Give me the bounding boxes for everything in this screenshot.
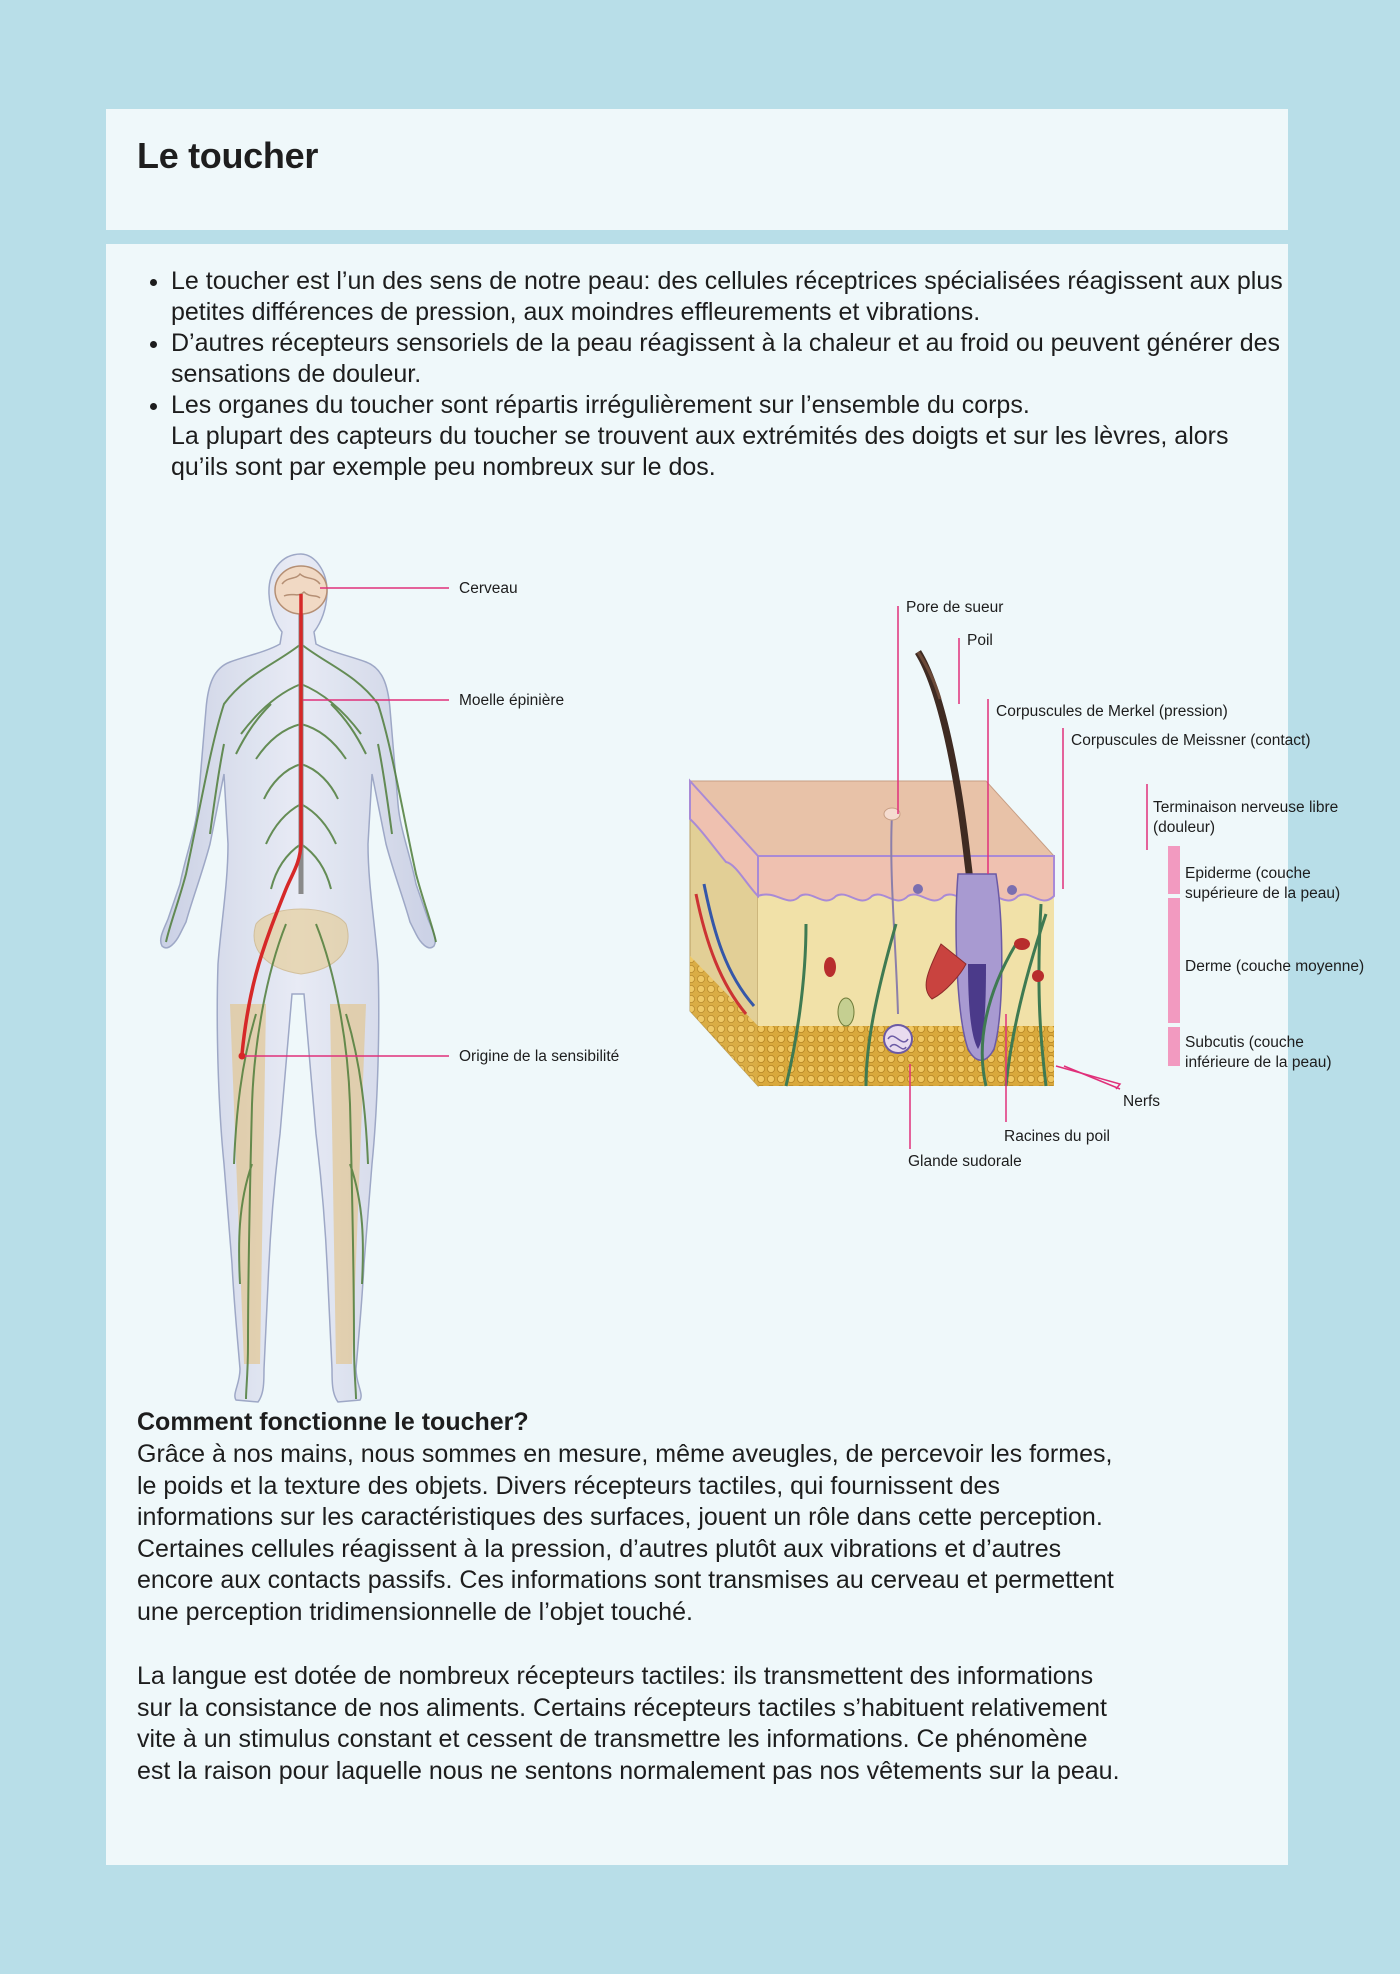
bullet-item: • Les organes du toucher sont répartis irrégulièrement sur l’ensemble du corps. La plupart des capteurs du toucher se trouvent aux extrémités des doigts et sur les lèvres, alors qu’ils sont par exemple peu nombreux sur le dos. — [171, 390, 1291, 483]
paragraph: La langue est dotée de nombreux récepteurs tactiles: ils transmettent des informations sur la consistance de nos aliments. Certains récepteurs tactiles s’habituent relativement vite à un stimulus constant et cessent de transmettre les informations. Ce phénomène est la raison pour laquelle nous ne sentons normalement pas nos vêtements sur la peau. — [137, 1662, 1120, 1785]
label-nerfs: Nerfs — [1123, 1093, 1161, 1110]
label-origine-sensibilite: Origine de la sensibilité — [459, 1048, 620, 1065]
content-panel — [106, 244, 1365, 1865]
label-terminaison-nerveuse-2: (douleur) — [1153, 819, 1216, 836]
label-glande-sudorale: Glande sudorale — [908, 1153, 1022, 1170]
label-pore-de-sueur: Pore de sueur — [906, 599, 1004, 616]
label-derme: Derme (couche moyenne) — [1185, 958, 1365, 975]
label-epiderme-2: supérieure de la peau) — [1185, 885, 1341, 902]
label-poil: Poil — [967, 632, 993, 649]
label-subcutis-1: Subcutis (couche — [1185, 1034, 1304, 1051]
bullet-list — [137, 266, 1291, 483]
bullet-item: • Le toucher est l’un des sens de notre peau: des cellules réceptrices spécialisées réagissent aux plus petites différences de pression, aux moindres effleurements et vibrations. — [171, 266, 1291, 328]
label-cerveau: Cerveau — [459, 580, 518, 597]
bullet-item: • D’autres récepteurs sensoriels de la peau réagissent à la chaleur et au froid ou peuvent générer des sensations de douleur. — [171, 328, 1291, 390]
label-merkel: Corpuscules de Merkel (pression) — [996, 703, 1228, 720]
title-panel — [106, 109, 1288, 230]
label-racines-du-poil: Racines du poil — [1004, 1128, 1110, 1145]
label-epiderme-1: Epiderme (couche — [1185, 865, 1311, 882]
section-heading: Comment fonctionne le toucher? — [137, 1408, 529, 1436]
label-subcutis-2: inférieure de la peau) — [1185, 1054, 1332, 1071]
body-figure — [161, 554, 436, 1402]
paragraph: Grâce à nos mains, nous sommes en mesure, même aveugles, de percevoir les formes, le poids et la texture des objets. Divers récepteurs tactiles, qui fournissent des informations sur les caractéristiques des surfaces, jouent un rôle dans cette perception. Certaines cellules réagissent à la pression, d’autres plutôt aux vibrations et d’autres encore aux contacts passifs. Ces informations sont transmises au cerveau et permettent une perception tridimensionnelle de l’objet touché. — [137, 1440, 1114, 1626]
page-title: Le toucher — [137, 135, 319, 176]
label-moelle-epiniere: Moelle épinière — [459, 692, 565, 709]
label-terminaison-nerveuse-1: Terminaison nerveuse libre — [1153, 799, 1339, 816]
label-meissner: Corpuscules de Meissner (contact) — [1071, 732, 1311, 749]
